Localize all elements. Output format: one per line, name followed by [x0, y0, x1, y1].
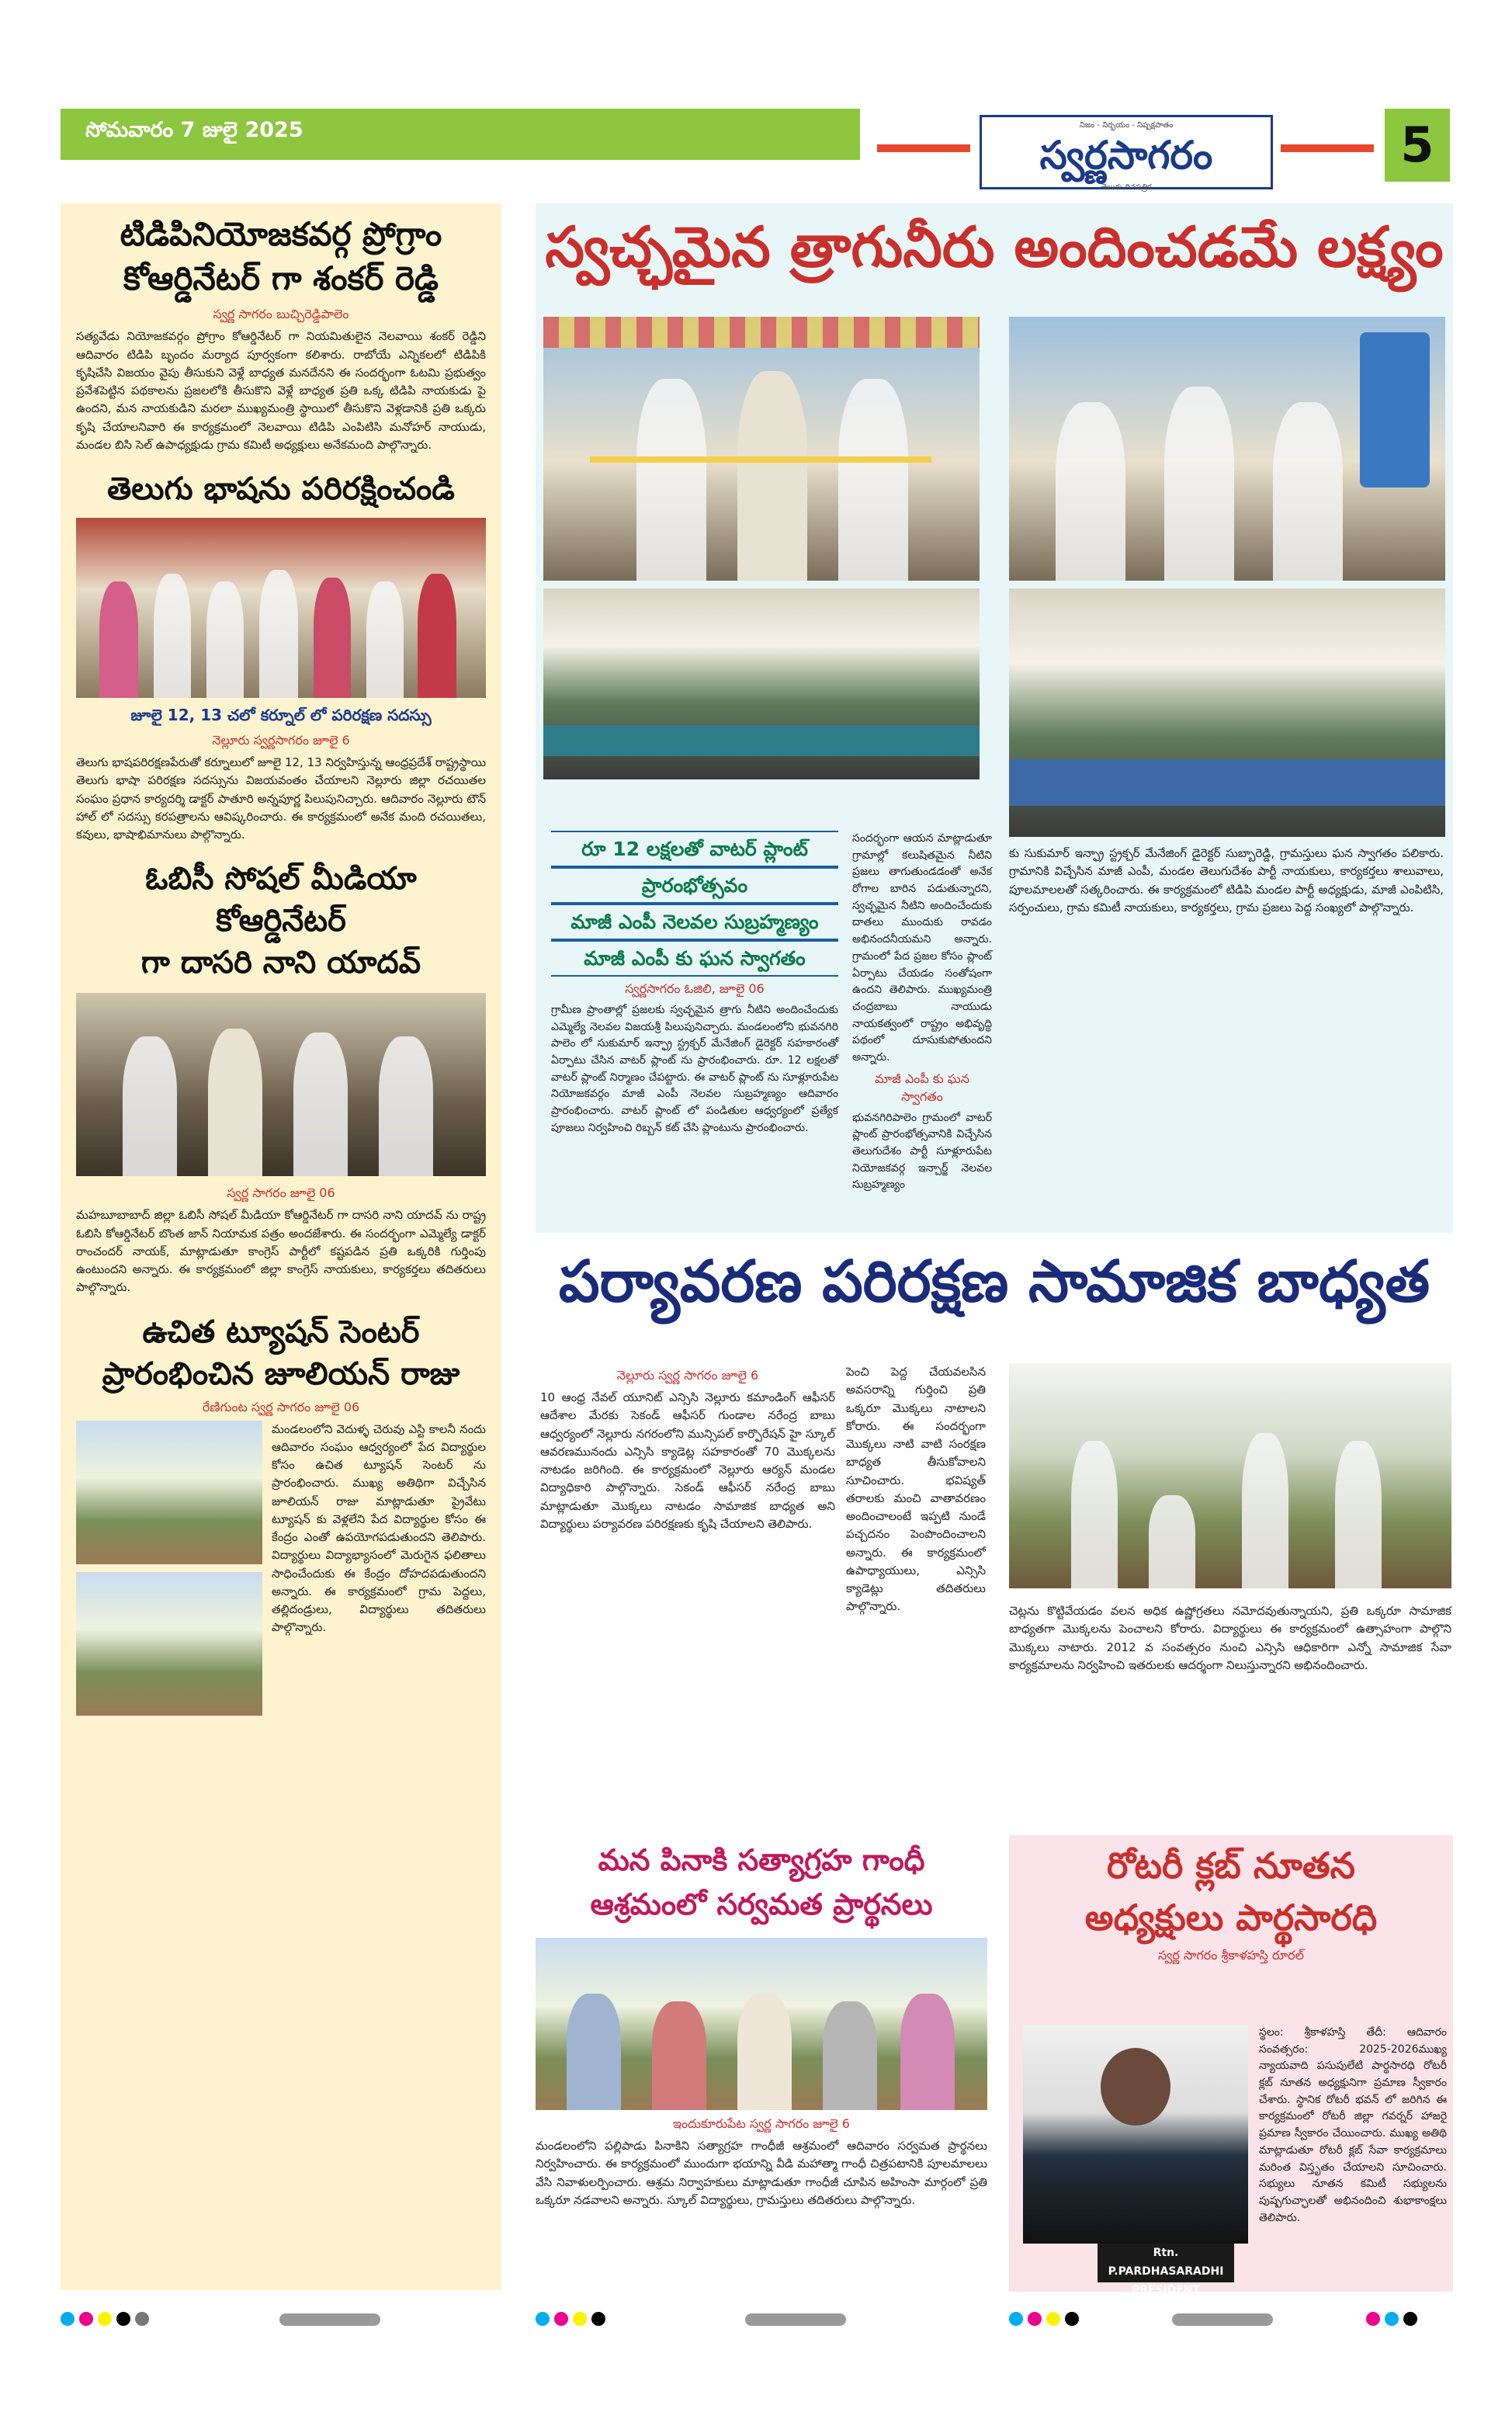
headline: తెలుగు భాషను పరిరక్షించండి — [107, 471, 455, 508]
headline: ఆశ్రమంలో సర్వమత ప్రార్థనలు — [590, 1887, 933, 1921]
name-plate-name: Rtn. P.PARDHASARADHI — [1108, 2247, 1224, 2278]
dateline: స్వర్ణసాగరం ఓజిలి, జూలై 06 — [625, 981, 765, 996]
subheading: మాజీ ఎంపీ కు ఘన స్వాగతం — [551, 940, 838, 977]
headline: రోటరీ క్లబ్ నూతన — [1107, 1845, 1355, 1886]
headline: మన పినాకి సత్యాగ్రహ గాంధీ — [598, 1843, 925, 1877]
dateline: స్వర్ణ సాగరం శ్రీకాళహస్తి రూరల్ — [1158, 1948, 1304, 1963]
issue-date: సోమవారం 7 జులై 2025 — [85, 118, 303, 142]
article-tuition-center — [76, 1311, 486, 1716]
ribbon-cutting-photo — [543, 317, 980, 581]
left-column — [61, 203, 501, 2290]
rotary-col — [1259, 2025, 1447, 2226]
tuition-photo-2 — [76, 1572, 262, 1716]
masthead-logo — [980, 115, 1273, 192]
page-number: 5 — [1385, 109, 1450, 182]
article-gandhi-ashram — [536, 1838, 987, 2209]
appointment-photo — [76, 993, 486, 1176]
article-body: చెట్లను కొట్టివేయడం వలన అధిక ఉష్ణోగ్రతలు నమోదవుతున్నాయని, ప్రతి ఒక్కరూ సామాజిక బాధ్యతగా మొక్కలను పెంచాలని కోరారు. విద్యార్థులు ఈ కార్యక్రమంలో ఉత్సాహంగా పాల్గొని మొక్కలు నాటారు. 2012 వ సంవత్సరం నుంచి ఎన్సిసి ఆధికారిగా ఎన్నో సామాజిక సేవా కార్యక్రమాలను నిర్వహించి ఇతరులకు ఆదర్శంగా నిలుస్తున్నారని అభినందించారు. — [1009, 1604, 1451, 1672]
headline: టిడిపినియోజకవర్గ ప్రోగ్రాం — [120, 215, 442, 253]
dateline: స్వర్ణ సాగరం జూలై 06 — [227, 1185, 335, 1201]
masthead-tagline: నిజం - నిర్భయం - నిష్పక్షపాతం — [1079, 121, 1174, 130]
environment-col-1 — [540, 1363, 835, 1533]
environment-col-2 — [846, 1363, 986, 1616]
article-body: స్థలం: శ్రీకాళహస్తి తేదీ: ఆదివారం సంవత్సరం: 2025-2026ముఖ్య న్యాయవాది పసుపులేటి పార్థసారధి రోటరీ క్లబ్ నూతన అధ్యక్షునిగా ప్రమాణ స్వీకారం చేశారు. స్థానిక రోటరీ భవన్ లో జరిగిన ఈ కార్యక్రమంలో రోటరీ జిల్లా గవర్నర్ హాజరై ప్రమాణ స్వీకారం చేయించారు. ముఖ్య అతిథి మాట్లాడుతూ రోటరీ క్లబ్ సేవా కార్యక్రమాలు మరింత విస్తృతం చేయాలని సూచించారు. సభ్యులు నూతన కమిటీ సభ్యులను పుష్పగుచ్ఛాలతో అభినందించి శుభాకాంక్షలు తెలిపారు. — [1259, 2026, 1447, 2224]
register-bar — [279, 2313, 380, 2326]
name-plate — [1098, 2244, 1234, 2296]
article-telugu-language — [76, 468, 486, 844]
article-body: పెంచి పెద్ద చేయవలసిన అవసరాన్ని గుర్తించి ప్రతి ఒక్కరూ మొక్కలు నాటాలని కోరారు. ఈ సందర్భంగా మొక్కలు నాటి వాటి సంరక్షణ బాధ్యత తీసుకోవాలని సూచించారు. భవిష్యత్ తరాలకు మంచి వాతావరణం అందించాలంటే ఇప్పటి నుండే పచ్చదనం పెంపొందించాలని అన్నారు. ఈ కార్యక్రమంలో ఉపాధ్యాయులు, ఎన్సిసి క్యాడెట్లు తదితరులు పాల్గొన్నారు. — [846, 1365, 986, 1614]
article-body: మండలంలోని వెదుళ్ళ చెరువు ఎస్టి కాలనీ నందు ఆదివారం సంఘం ఆధ్వర్యంలో పేద విద్యార్థుల కోసం ఉచిత ట్యూషన్ సెంటర్ ను ప్రారంభించారు. ముఖ్య అతిథిగా విచ్చేసిన జూలియన్ రాజు మాట్లాడుతూ ప్రైవేటు ట్యూషన్ కు వెళ్లలేని పేద విద్యార్థుల కోసం ఈ కేంద్రం ఎంతో ఉపయోగపడుతుందని తెలిపారు. విద్యార్థులు విద్యాభ్యాసంలో మెరుగైన ఫలితాలు సాధించేందుకు ఈ కేంద్రం దోహదపడుతుందని అన్నారు. ఈ కార్యక్రమంలో గ్రామ పెద్దలు, తల్లిదండ్రులు, విద్యార్థులు తదితరులు పాల్గొన్నారు. — [272, 1421, 486, 1635]
dateline: ఇందుకూరుపేట స్వర్ణ సాగరం జూలై 6 — [673, 2116, 850, 2131]
article-body: మండలంలోని పల్లిపాడు పినాకిని సత్యాగ్రహ గాంధీజీ ఆశ్రమంలో ఆదివారం సర్వమత ప్రార్థనలు నిర్వహించారు. ఈ కార్యక్రమంలో ముందుగా భయాన్ని వీడి మహాత్మా గాంధీ చిత్రపటానికి పూలమాలలు వేసి నివాళులర్పించారు. ఆశ్రమ నిర్వాహకులు మాట్లాడుతూ గాంధీజీ చూపిన అహింసా మార్గంలో ప్రతి ఒక్కరూ నడవాలని అన్నారు. స్కూల్ విద్యార్థులు, గ్రామస్తులు తదితరులు పాల్గొన్నారు. — [536, 2139, 987, 2207]
audience-photo — [1009, 588, 1445, 837]
tree-planting-photo — [1009, 1363, 1451, 1588]
photo-caption: జూలై 12, 13 చలో కర్నూల్ లో పరిరక్షణ సదస్సు — [130, 706, 432, 725]
color-register-marks — [1366, 2312, 1422, 2327]
inline-heading: మాజీ ఎంపీ కు ఘన స్వాగతం — [875, 1071, 969, 1104]
header-rule-left — [877, 144, 970, 152]
environment-col-3 — [1009, 1602, 1451, 1675]
header-rule-right — [1281, 144, 1374, 152]
article-body: మహబూబాబాద్ జిల్లా ఓబిసీ సోషల్ మీడియా కోఆర్డినేటర్ గా దాసరి నాని యాదవ్ ను రాష్ట్ర ఓబిసి కోఆర్డినేటర్ బొంత జాన్ నియామక పత్రం అందజేశారు. ఈ సందర్భంగా ఎమ్మెల్యే డాక్టర్ రాంచందర్ నాయక్, మాట్లాడుతూ కాంగ్రెస్ పార్టీలో కష్టపడిన ప్రతి ఒక్కరికి గుర్తింపు ఉంటుందని అన్నారు. ఈ కార్యక్రమంలో జిల్లా కాంగ్రెస్ నాయకులు, కార్యకర్తలు తదితరులు పాల్గొన్నారు. — [76, 1208, 486, 1295]
headline: ఉచిత ట్యూషన్ సెంటర్ — [142, 1314, 420, 1350]
color-register-marks — [536, 2312, 610, 2327]
headline: ఓబిసీ సోషల్ మీడియా కోఆర్డినేటర్ — [145, 861, 417, 939]
color-register-marks — [61, 2312, 154, 2327]
dateline: రేణిగుంట స్వర్ణ సాగరం జూలై 06 — [202, 1399, 360, 1414]
dateline: నెల్లూరు స్వర్ణ సాగరం జూలై 6 — [616, 1368, 759, 1383]
dateline: నెల్లూరు స్వర్ణసాగరం జూలై 6 — [212, 733, 350, 748]
stage-photo — [543, 588, 980, 779]
color-register-marks — [1009, 2312, 1084, 2327]
subheading: రూ 12 లక్షలతో వాటర్ ప్లాంట్ — [551, 831, 838, 867]
subheading: మాజీ ఎంపీ నెలవల సుబ్రహ్మణ్యం — [551, 904, 838, 940]
article-body: 10 ఆంధ్ర నేవల్ యూనిట్ ఎన్సిసి నెల్లూరు కమాండింగ్ ఆఫీసర్ ఆదేశాల మేరకు సెకండ్ ఆఫీసర్ గుండాల నరేంద్ర బాబు ఆధ్వర్యంలో నెల్లూరు నగరంలోని మున్సిపల్ కార్పొరేషన్ హై స్కూల్ ఆవరణమునందు ఎన్సిసి క్యాడెట్ల సహకారంతో 70 మొక్కలను నాటడం జరిగింది. ఈ కార్యక్రమంలో నెల్లూరు ఆర్యన్ మండల విద్యాధికారి పాల్గొన్నారు. సెకండ్ ఆఫీసర్ నరేంద్ర బాబు మాట్లాడుతూ మొక్కలు నాటడం సామాజిక బాధ్యత అని విద్యార్థులు పర్యావరణ పరిరక్షణకు కృషి చేయాలని తెలిపారు. — [540, 1390, 835, 1531]
pooja-photo — [1009, 317, 1445, 581]
article-program-coordinator — [76, 213, 486, 454]
water-plant-col-1 — [551, 831, 838, 1137]
prayer-photo — [536, 1938, 987, 2110]
article-body: సత్యవేడు నియోజకవర్గం ప్రోగ్రాం కోఆర్డినేటర్ గా నియమితులైన నెలవాయి శంకర్ రెడ్డిని ఆదివారం టిడిపి బృందం మర్యాద పూర్వకంగా కలిశారు. రాబోయే ఎన్నికలలో టిడిపికి కృషిచేసి విజయం వైపు తీసుకుని వెళ్లే బాధ్యత మనదేనని ఈ సందర్భంగా ఓటమి ప్రభుత్వం ప్రవేశపెట్టిన పథకాలను ప్రజలలోకి తీసుకొని వెళ్లే బాధ్యత ప్రతి ఒక్క టిడిపి నాయకుడు పై ఉందని, మన నాయకుడిని మరలా ముఖ్యమంత్రి స్థాయిలో తీసుకొని వెళ్లడానికి ప్రతి ఒక్కరు కృషి చేయాలనివారి ఈ కార్యక్రమంలో నెలవాయి టిడిపి ఎంపిటిసి మనోహర్ నాయుడు, మండల బిసి సెల్ ఉపాధ్యక్షుడు గ్రామ కమిటీ అధ్యక్షులు అనేకమంది పాల్గొన్నారు. — [76, 329, 486, 452]
article-body: తెలుగు భాషపరిరక్షణపేరుతో కర్నూలులో జూలై 12, 13 నిర్వహిస్తున్న ఆంధ్రప్రదేశ్ రాష్ట్రస్థాయి తెలుగు భాషా పరిరక్షణ సదస్సును విజయవంతం చేయాలని నెల్లూరు జిల్లా రచయితల సంఘం ప్రధాన కార్యదర్శి డాక్టర్ పాతూరి అన్నపూర్ణ పిలుపునిచ్చారు. ఆదివారం నెల్లూరు టౌన్ హాల్ లో సదస్సు కరపత్రాలను ఆవిష్కరించారు. ఈ కార్యక్రమంలో అనేక మంది రచయితలు, కవులు, భాషాభిమానులు పాల్గొన్నారు. — [76, 755, 486, 842]
article-body: కు సుకుమార్ ఇన్ఫ్రా స్ట్రక్చర్ మేనేజింగ్ డైరెక్టర్ సుబ్బారెడ్డి, గ్రామస్తులు ఘన స్వాగతం పలికారు. గ్రామానికి విచ్చేసిన మాజీ ఎంపీ, మండల తెలుగుదేశం పార్టీ నాయకులు, కార్యకర్తలు శాలువాలు, పూలమాలలతో సత్కరించారు. ఈ కార్యక్రమంలో టిడిపి మండల పార్టీ అధ్యక్షుడు, మాజీ ఎంపిటిసి, సర్పంచులు, గ్రామ కమిటీ నాయకులు, కార్యకర్తలు, గ్రామ ప్రజలు పెద్ద సంఖ్యలో పాల్గొన్నారు. — [1009, 846, 1444, 915]
subheading: ప్రారంభోత్సవం — [551, 867, 838, 904]
group-photo — [76, 518, 486, 698]
name-plate-title: PRESIDENT — [1131, 2284, 1201, 2296]
president-portrait — [1023, 2025, 1248, 2244]
headline: ప్రారంభించిన జూలియన్ రాజు — [102, 1355, 460, 1392]
article-body: గ్రామీణ ప్రాంతాల్లో ప్రజలకు స్వచ్ఛమైన త్రాగు నీటిని అందించేందుకు ఎమ్మెల్యే నెలవల విజయశ్రీ పిలుపునిచ్చారు. మండలంలోని భువనగిరి పాలెం లో సుకుమార్ ఇన్ఫ్రా స్ట్రక్చర్ మేనేజింగ్ డైరెక్టర్ సహకారంతో ఏర్పాటు చేసిన వాటర్ ప్లాంట్ ను ప్రారంభించారు. రూ. 12 లక్షలతో వాటర్ ప్లాంట్ నిర్మాణం చేపట్టారు. ఈ వాటర్ ప్లాంట్ ను సూళ్లూరుపేట నియోజకవర్గం మాజీ ఎంపీ నెలవల సుబ్రహ్మణ్యం ఆదివారం ప్రారంభించారు. వాటర్ ప్లాంట్ లో పండితుల ఆధ్వర్యంలో ప్రత్యేక పూజలు నిర్వహించి రిబ్బన్ కట్ చేసి ప్లాంటును ప్రారంభించారు. — [551, 1004, 838, 1134]
article-body: భువనగిరిపాలెం గ్రామంలో వాటర్ ప్లాంట్ ప్రారంభోత్సవానికి విచ్చేసిన తెలుగుదేశం పార్టీ సూళ్లూరుపేట నియోజకవర్గ ఇన్చార్జ్ నెలవల సుబ్రహ్మణ్యం — [852, 1111, 992, 1192]
article-rotary-club — [1009, 1840, 1453, 1969]
dateline: స్వర్ణ సాగరం బుచ్చిరెడ్డిపాలెం — [213, 307, 349, 322]
headline: గా దాసరి నాని యాదవ్ — [140, 945, 421, 981]
article-obc-coordinator — [76, 858, 486, 1296]
masthead-subtitle: తెలుగు దినపత్రిక — [1101, 183, 1152, 192]
tuition-photo-1 — [76, 1421, 262, 1564]
water-plant-col-2 — [852, 831, 992, 1194]
main-headline: స్వచ్ఛమైన త్రాగునీరు అందించడమే లక్ష్యం — [545, 214, 1444, 279]
masthead-name: స్వర్ణసాగరం — [1039, 132, 1213, 178]
article-body: సందర్భంగా ఆయన మాట్లాడుతూ గ్రామాల్లో కలుషితమైన నీటిని ప్రజలు తాగుతుండడంతో అనేక రోగాల బారిన పడుతున్నారని, స్వచ్ఛమైన నీటిని అందించేందుకు దాతలు ముందుకు రావడం అభినందనీయమని అన్నారు. గ్రామంలో పేద ప్రజల కోసం ప్లాంట్ ఏర్పాటు చేయడం సంతోషంగా ఉందని తెలిపారు. ముఖ్యమంత్రి చంద్రబాబు నాయుడు నాయకత్వంలో రాష్ట్రం అభివృద్ధి పథంలో దూసుకుపోతుందని అన్నారు. — [852, 832, 992, 1064]
water-plant-col-3 — [1009, 845, 1444, 917]
register-bar — [1172, 2313, 1273, 2326]
main-headline: పర్యావరణ పరిరక్షణ సామాజిక బాధ్యత — [558, 1248, 1431, 1315]
headline: అధ్యక్షులు పార్థసారధి — [1084, 1896, 1378, 1938]
headline: కోఆర్డినేటర్ గా శంకర్ రెడ్డి — [123, 259, 439, 297]
register-bar — [745, 2313, 846, 2326]
